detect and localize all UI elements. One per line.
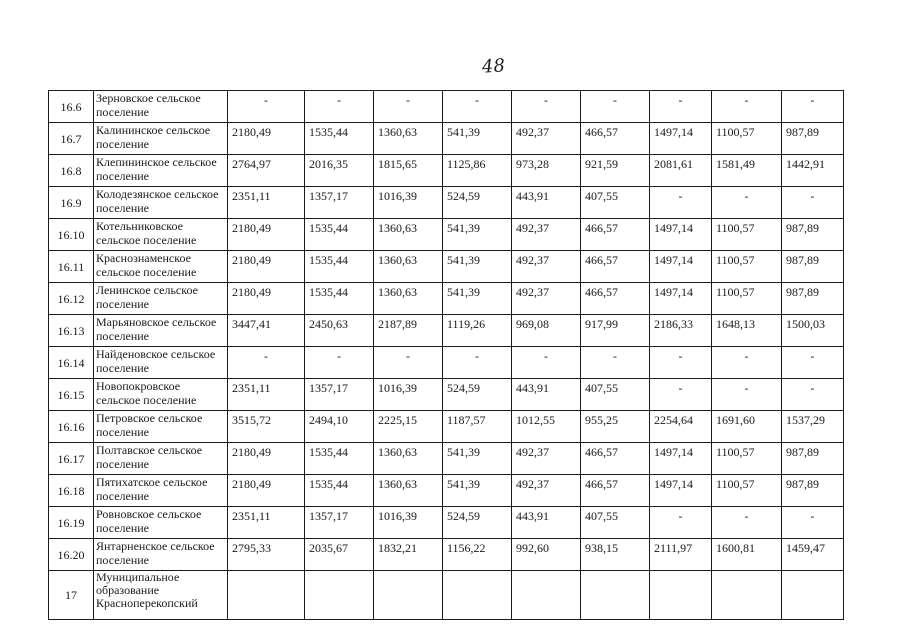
tariff-value: 443,91 <box>512 187 581 219</box>
row-number: 16.10 <box>49 219 94 251</box>
tariff-value: 492,37 <box>512 219 581 251</box>
tariff-value: 3515,72 <box>228 411 305 443</box>
tariff-value: 2450,63 <box>305 315 374 347</box>
tariff-value: 1537,29 <box>782 411 844 443</box>
tariff-value: - <box>782 507 844 539</box>
row-number: 16.19 <box>49 507 94 539</box>
settlement-name: Муниципальное образование Красноперекопский <box>94 571 228 620</box>
tariff-value: 1357,17 <box>305 507 374 539</box>
tariff-value <box>712 571 782 620</box>
tariff-value: 1535,44 <box>305 443 374 475</box>
tariff-value: - <box>712 507 782 539</box>
tariff-value: 987,89 <box>782 123 844 155</box>
tariff-value: 1016,39 <box>374 379 443 411</box>
row-number: 16.14 <box>49 347 94 379</box>
settlement-name: Калининское сельское поселение <box>94 123 228 155</box>
tariff-value: 917,99 <box>581 315 650 347</box>
tariff-value: 987,89 <box>782 283 844 315</box>
tariff-value: 1442,91 <box>782 155 844 187</box>
tariff-value: - <box>712 347 782 379</box>
tariff-value: 987,89 <box>782 219 844 251</box>
tariff-value: 2180,49 <box>228 443 305 475</box>
row-number: 16.18 <box>49 475 94 507</box>
tariff-value: - <box>512 91 581 123</box>
tariff-value: 1100,57 <box>712 475 782 507</box>
tariff-value: 443,91 <box>512 507 581 539</box>
tariff-value <box>512 571 581 620</box>
tariff-value: 938,15 <box>581 539 650 571</box>
tariff-value: 1360,63 <box>374 251 443 283</box>
settlement-name: Котельниковское сельское поселение <box>94 219 228 251</box>
tariff-value: 2180,49 <box>228 475 305 507</box>
table-row <box>49 475 844 507</box>
row-number: 16.7 <box>49 123 94 155</box>
tariff-value: 2351,11 <box>228 507 305 539</box>
tariff-value: 1360,63 <box>374 475 443 507</box>
settlement-name: Янтарненское сельское поселение <box>94 539 228 571</box>
tariff-value <box>581 571 650 620</box>
tariff-value: 1581,49 <box>712 155 782 187</box>
table-row <box>49 283 844 315</box>
tariff-value: 2494,10 <box>305 411 374 443</box>
tariff-value: 1156,22 <box>443 539 512 571</box>
settlement-name: Петровское сельское поселение <box>94 411 228 443</box>
settlement-name: Новопокровское сельское поселение <box>94 379 228 411</box>
table-row <box>49 507 844 539</box>
tariff-value: 992,60 <box>512 539 581 571</box>
row-number: 16.13 <box>49 315 94 347</box>
tariff-value: 1497,14 <box>650 443 712 475</box>
row-number: 16.17 <box>49 443 94 475</box>
tariff-value: 2351,11 <box>228 379 305 411</box>
tariff-value: 987,89 <box>782 251 844 283</box>
tariff-value: 1100,57 <box>712 443 782 475</box>
tariff-value: 541,39 <box>443 219 512 251</box>
tariff-value: - <box>782 187 844 219</box>
tariff-value: - <box>443 347 512 379</box>
table-row <box>49 91 844 123</box>
table-row <box>49 187 844 219</box>
tariff-value: 1012,55 <box>512 411 581 443</box>
tariff-value: 492,37 <box>512 123 581 155</box>
tariff-value: 2351,11 <box>228 187 305 219</box>
settlement-name: Ленинское сельское поселение <box>94 283 228 315</box>
tariff-value: 407,55 <box>581 507 650 539</box>
tariff-value: 1459,47 <box>782 539 844 571</box>
tariff-value: 541,39 <box>443 475 512 507</box>
tariff-value: 1535,44 <box>305 219 374 251</box>
tariff-value: 1535,44 <box>305 475 374 507</box>
tariff-value: 2180,49 <box>228 219 305 251</box>
tariff-value: 1497,14 <box>650 219 712 251</box>
settlement-name: Зерновское сельское поселение <box>94 91 228 123</box>
row-number: 16.9 <box>49 187 94 219</box>
tariff-value: 524,59 <box>443 187 512 219</box>
tariff-value: 492,37 <box>512 475 581 507</box>
tariff-value: - <box>712 187 782 219</box>
tariff-value: - <box>650 379 712 411</box>
tariff-value: 1119,26 <box>443 315 512 347</box>
tariff-value: 1497,14 <box>650 283 712 315</box>
tariff-value: 466,57 <box>581 283 650 315</box>
tariff-value: 1357,17 <box>305 379 374 411</box>
tariff-value: 541,39 <box>443 443 512 475</box>
tariff-value: 541,39 <box>443 283 512 315</box>
tariff-value: - <box>650 91 712 123</box>
settlement-name: Клепининское сельское поселение <box>94 155 228 187</box>
tariff-value: 2081,61 <box>650 155 712 187</box>
row-number: 16.16 <box>49 411 94 443</box>
tariff-value: 1497,14 <box>650 123 712 155</box>
tariff-value: 2795,33 <box>228 539 305 571</box>
table-row <box>49 219 844 251</box>
tariff-value: 1832,21 <box>374 539 443 571</box>
tariff-value: 2764,97 <box>228 155 305 187</box>
tariff-value: 1360,63 <box>374 219 443 251</box>
tariff-value: 987,89 <box>782 443 844 475</box>
tariff-value: 524,59 <box>443 379 512 411</box>
tariff-value: - <box>581 347 650 379</box>
tariff-value: 1360,63 <box>374 443 443 475</box>
tariff-value: 466,57 <box>581 123 650 155</box>
tariff-value: 1187,57 <box>443 411 512 443</box>
tariff-value: 1497,14 <box>650 475 712 507</box>
table-row <box>49 251 844 283</box>
tariff-table <box>48 90 844 620</box>
tariff-value: 1125,86 <box>443 155 512 187</box>
table-row <box>49 347 844 379</box>
table-body <box>49 91 844 620</box>
table-row <box>49 379 844 411</box>
tariff-value: 2180,49 <box>228 283 305 315</box>
table-row <box>49 155 844 187</box>
tariff-value: 1100,57 <box>712 251 782 283</box>
tariff-value: - <box>512 347 581 379</box>
table-row <box>49 571 844 620</box>
page-number: 48 <box>481 55 506 78</box>
tariff-value: 955,25 <box>581 411 650 443</box>
tariff-value <box>228 571 305 620</box>
tariff-value <box>443 571 512 620</box>
tariff-value: - <box>443 91 512 123</box>
tariff-value: 492,37 <box>512 251 581 283</box>
settlement-name: Найденовское сельское поселение <box>94 347 228 379</box>
tariff-value: 1535,44 <box>305 251 374 283</box>
settlement-name: Полтавское сельское поселение <box>94 443 228 475</box>
tariff-value: 1600,81 <box>712 539 782 571</box>
tariff-value: - <box>581 91 650 123</box>
tariff-value: 466,57 <box>581 219 650 251</box>
tariff-value: 492,37 <box>512 283 581 315</box>
tariff-value: - <box>650 347 712 379</box>
settlement-name: Колодезянское сельское поселение <box>94 187 228 219</box>
tariff-value: 1360,63 <box>374 123 443 155</box>
row-number: 16.8 <box>49 155 94 187</box>
settlement-name: Краснознаменское сельское поселение <box>94 251 228 283</box>
tariff-value: 921,59 <box>581 155 650 187</box>
table-row <box>49 539 844 571</box>
tariff-value: 2016,35 <box>305 155 374 187</box>
tariff-value: 1648,13 <box>712 315 782 347</box>
tariff-value: - <box>650 187 712 219</box>
tariff-value: 1100,57 <box>712 219 782 251</box>
tariff-value: - <box>228 347 305 379</box>
tariff-value: 2180,49 <box>228 123 305 155</box>
row-number: 16.12 <box>49 283 94 315</box>
tariff-value: 407,55 <box>581 187 650 219</box>
tariff-value: 987,89 <box>782 475 844 507</box>
table-row <box>49 411 844 443</box>
tariff-value: 466,57 <box>581 251 650 283</box>
settlement-name: Пятихатское сельское поселение <box>94 475 228 507</box>
tariff-value: 1357,17 <box>305 187 374 219</box>
tariff-value: 443,91 <box>512 379 581 411</box>
tariff-value: 969,08 <box>512 315 581 347</box>
tariff-value: - <box>782 91 844 123</box>
tariff-value: 466,57 <box>581 475 650 507</box>
tariff-value: - <box>374 347 443 379</box>
tariff-value: 407,55 <box>581 379 650 411</box>
row-number: 17 <box>49 571 94 620</box>
tariff-value: 541,39 <box>443 123 512 155</box>
tariff-value <box>374 571 443 620</box>
row-number: 16.15 <box>49 379 94 411</box>
settlement-name: Марьяновское сельское поселение <box>94 315 228 347</box>
tariff-value: 973,28 <box>512 155 581 187</box>
tariff-value: 2254,64 <box>650 411 712 443</box>
tariff-value: 1016,39 <box>374 507 443 539</box>
tariff-value: - <box>650 507 712 539</box>
tariff-value: - <box>305 347 374 379</box>
tariff-value: 2187,89 <box>374 315 443 347</box>
tariff-value: - <box>782 379 844 411</box>
tariff-value: 1100,57 <box>712 123 782 155</box>
tariff-value: - <box>374 91 443 123</box>
tariff-value <box>305 571 374 620</box>
tariff-value: 1500,03 <box>782 315 844 347</box>
table-row <box>49 123 844 155</box>
tariff-value: 541,39 <box>443 251 512 283</box>
tariff-value: 2180,49 <box>228 251 305 283</box>
row-number: 16.6 <box>49 91 94 123</box>
tariff-value: 1497,14 <box>650 251 712 283</box>
tariff-value: 1815,65 <box>374 155 443 187</box>
tariff-value: 492,37 <box>512 443 581 475</box>
tariff-value: 524,59 <box>443 507 512 539</box>
row-number: 16.20 <box>49 539 94 571</box>
tariff-value: 1016,39 <box>374 187 443 219</box>
tariff-value: 1100,57 <box>712 283 782 315</box>
tariff-value: 2111,97 <box>650 539 712 571</box>
tariff-value: - <box>782 347 844 379</box>
tariff-value <box>782 571 844 620</box>
tariff-value <box>650 571 712 620</box>
table-row <box>49 443 844 475</box>
tariff-value: 3447,41 <box>228 315 305 347</box>
tariff-value: 2035,67 <box>305 539 374 571</box>
tariff-value: 1360,63 <box>374 283 443 315</box>
tariff-value: 1691,60 <box>712 411 782 443</box>
tariff-value: - <box>305 91 374 123</box>
row-number: 16.11 <box>49 251 94 283</box>
tariff-value: 2225,15 <box>374 411 443 443</box>
settlement-name: Ровновское сельское поселение <box>94 507 228 539</box>
tariff-value: 1535,44 <box>305 283 374 315</box>
tariff-value: - <box>228 91 305 123</box>
tariff-value: 466,57 <box>581 443 650 475</box>
tariff-value: - <box>712 379 782 411</box>
tariff-value: - <box>712 91 782 123</box>
tariff-value: 1535,44 <box>305 123 374 155</box>
tariff-value: 2186,33 <box>650 315 712 347</box>
table-row <box>49 315 844 347</box>
